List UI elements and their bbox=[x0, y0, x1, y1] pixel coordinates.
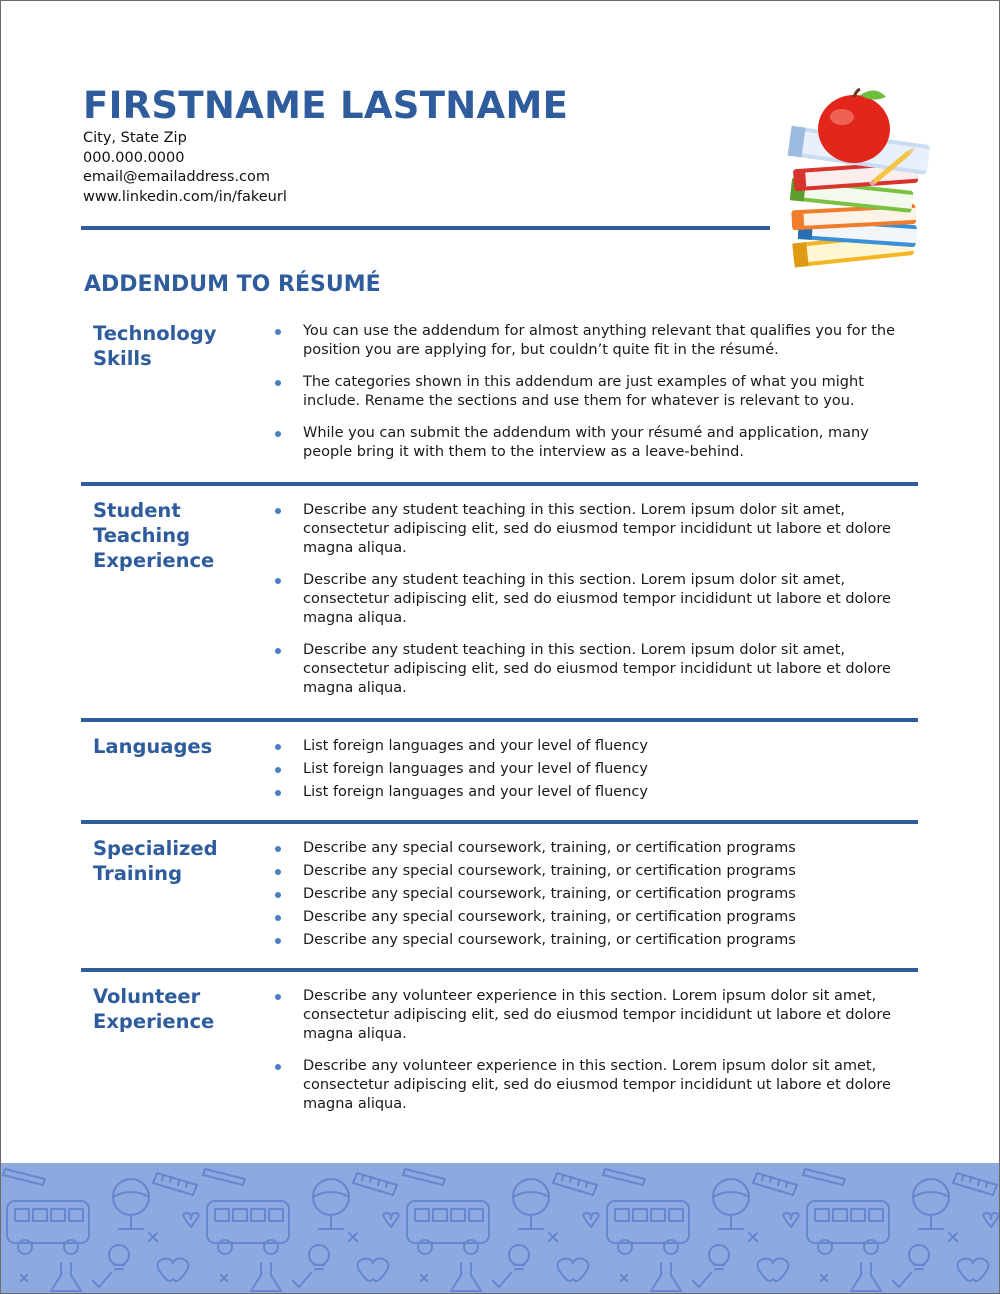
book-stack-with-apple-icon bbox=[776, 87, 936, 287]
list-item: Describe any volunteer experience in this section. Lorem ipsum dolor sit amet, consectetur adipiscing elit, sed do eiusmod tempor incididunt ut labore et dolore magna aliqua. bbox=[271, 1057, 918, 1114]
section-languages bbox=[81, 718, 918, 820]
list-item: List foreign languages and your level of fluency bbox=[271, 760, 918, 779]
list-item: You can use the addendum for almost anything relevant that qualifies you for the position you are applying for, but couldn’t quite fit in the résumé. bbox=[271, 322, 918, 360]
section-title: Technology Skills bbox=[93, 322, 217, 370]
list-item: Describe any student teaching in this section. Lorem ipsum dolor sit amet, consectetur adipiscing elit, sed do eiusmod tempor incididunt ut labore et dolore magna aliqua. bbox=[271, 501, 918, 558]
list-item: While you can submit the addendum with your résumé and application, many people bring it with them to the interview as a leave-behind. bbox=[271, 424, 918, 462]
contact-email: email@emailaddress.com bbox=[83, 169, 271, 185]
section-volunteer-experience bbox=[81, 968, 918, 1114]
section-specialized-training bbox=[81, 820, 918, 968]
section-subtitle: ADDENDUM TO RÉSUMÉ bbox=[84, 272, 381, 297]
section-body bbox=[261, 319, 918, 462]
section-student-teaching bbox=[81, 482, 918, 718]
list-item: List foreign languages and your level of fluency bbox=[271, 737, 918, 756]
section-title: Languages bbox=[93, 735, 213, 758]
list-item: Describe any special coursework, training, or certification programs bbox=[271, 908, 918, 927]
list-item: The categories shown in this addendum are just examples of what you might include. Rename the sections and use them for whatever is relevant to you. bbox=[271, 373, 918, 411]
section-body bbox=[261, 498, 918, 698]
school-doodle-pattern bbox=[1, 1163, 999, 1294]
contact-linkedin: www.linkedin.com/in/fakeurl bbox=[83, 188, 287, 205]
section-title: Specialized Training bbox=[93, 837, 218, 885]
header-divider bbox=[81, 226, 770, 230]
doodle-pattern-graphic bbox=[1, 1163, 999, 1294]
list-item: Describe any special coursework, training, or certification programs bbox=[271, 931, 918, 950]
contact-city: City, State Zip bbox=[83, 130, 187, 146]
list-item: Describe any special coursework, training, or certification programs bbox=[271, 839, 918, 858]
list-item: List foreign languages and your level of fluency bbox=[271, 783, 918, 802]
addendum-sections bbox=[81, 319, 918, 1114]
section-technology-skills bbox=[81, 319, 918, 482]
list-item: Describe any student teaching in this section. Lorem ipsum dolor sit amet, consectetur adipiscing elit, sed do eiusmod tempor incididunt ut labore et dolore magna aliqua. bbox=[271, 571, 918, 628]
section-body bbox=[261, 984, 918, 1114]
list-item: Describe any volunteer experience in this section. Lorem ipsum dolor sit amet, consectetur adipiscing elit, sed do eiusmod tempor incididunt ut labore et dolore magna aliqua. bbox=[271, 987, 918, 1044]
contact-phone: 000.000.0000 bbox=[83, 149, 185, 166]
section-body bbox=[261, 836, 918, 950]
section-title: Student Teaching Experience bbox=[93, 499, 215, 572]
list-item: Describe any student teaching in this section. Lorem ipsum dolor sit amet, consectetur adipiscing elit, sed do eiusmod tempor incididunt ut labore et dolore magna aliqua. bbox=[271, 641, 918, 698]
section-body bbox=[261, 734, 918, 802]
list-item: Describe any special coursework, training, or certification programs bbox=[271, 862, 918, 881]
list-item: Describe any special coursework, training, or certification programs bbox=[271, 885, 918, 904]
candidate-name: FIRSTNAME LASTNAME bbox=[83, 84, 569, 127]
section-title: Volunteer Experience bbox=[93, 985, 215, 1033]
contact-block bbox=[83, 129, 287, 207]
